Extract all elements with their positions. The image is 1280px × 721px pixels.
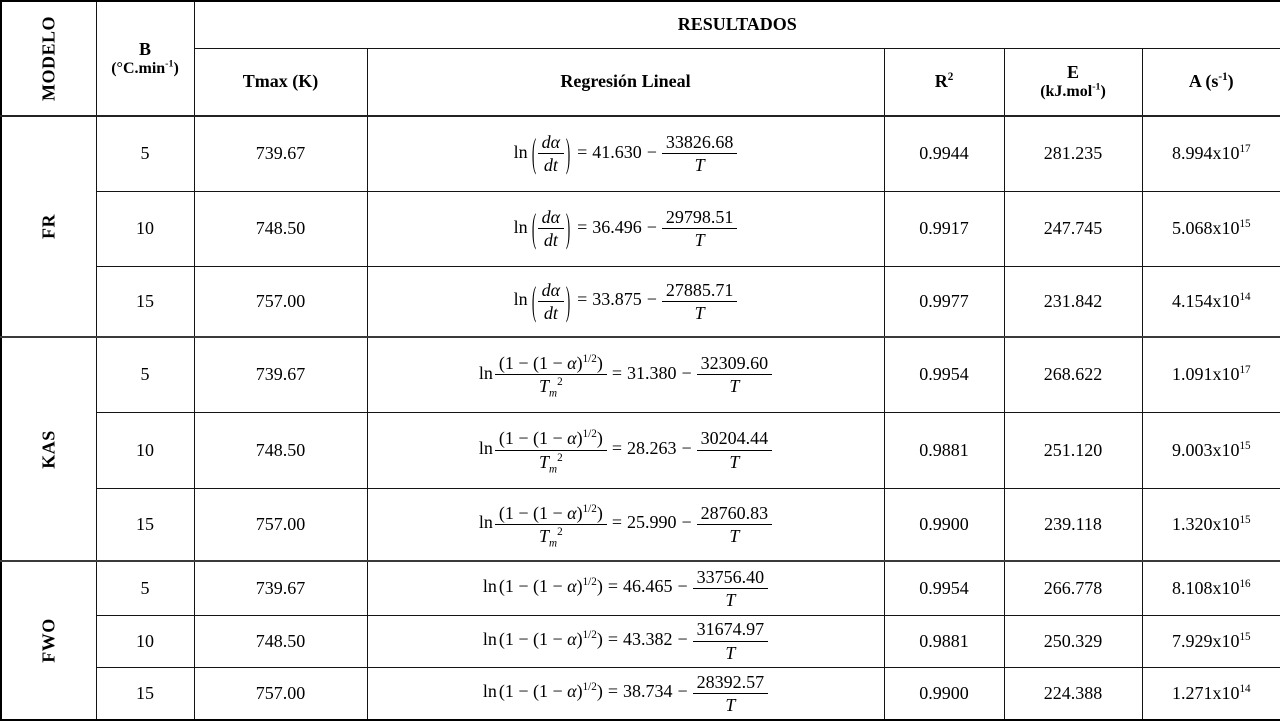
minus-sign: − (646, 141, 657, 162)
ln-operator: ln (478, 362, 493, 383)
e-cell: 268.622 (1004, 337, 1142, 412)
e-cell: 266.778 (1004, 561, 1142, 615)
a-cell: $4.154x10^{14}$ (1142, 266, 1280, 337)
regression-formula (513, 277, 738, 323)
tmax-cell: 739.67 (194, 337, 367, 412)
tmax-cell: 739.67 (194, 116, 367, 191)
minus-sign: − (681, 512, 692, 533)
dalpha-dt-fraction: $\frac{d\alpha}{dt}$ (538, 207, 564, 250)
table-row-fwo-5 (1, 561, 1280, 615)
e-cell: 231.842 (1004, 266, 1142, 337)
regression-formula (478, 353, 772, 400)
resultados-header-cell: RESULTADOS (194, 1, 1280, 48)
regression-cell (367, 561, 884, 615)
alpha-symbol: α (567, 428, 577, 449)
tmax-cell: 748.50 (194, 191, 367, 266)
ln-operator: ln (513, 141, 528, 162)
slope-fraction: $\frac{33826.68}{T}$ (662, 132, 738, 175)
right-paren: ) (565, 130, 571, 176)
tmax-cell: 757.00 (194, 266, 367, 337)
intercept-value: 41.630 (592, 141, 642, 162)
slope-fraction: $\frac{32309.60}{T}$ (697, 353, 773, 396)
intercept-value: 38.734 (623, 681, 673, 702)
a-header-cell: A $(s^{-1})$ (1142, 48, 1280, 116)
table-row-fr-15 (1, 266, 1280, 337)
slope-fraction: $\frac{28392.57}{T}$ (693, 672, 769, 715)
a-cell: $8.994x10^{17}$ (1142, 116, 1280, 191)
table-row-kas-10 (1, 412, 1280, 488)
equals-sign: = (607, 681, 619, 702)
regression-cell (367, 116, 884, 191)
intercept-value: 28.263 (627, 438, 677, 459)
r2-cell: 0.9977 (884, 266, 1004, 337)
equals-sign: = (577, 216, 588, 237)
ln-operator: ln (482, 629, 497, 650)
half-exponent: 1/2 (582, 629, 597, 642)
r2-cell: 0.9954 (884, 337, 1004, 412)
slope-fraction: $\frac{28760.83}{T}$ (697, 503, 773, 546)
ln-operator: ln (478, 438, 493, 459)
tmax-header-cell: Tmax (K) (194, 48, 367, 116)
tmax-cell: 757.00 (194, 667, 367, 720)
b-cell: 10 (96, 191, 194, 266)
model-cell-fr (1, 116, 96, 337)
a-cell: $1.271x10^{14}$ (1142, 667, 1280, 720)
equals-sign: = (607, 629, 619, 650)
a-cell: $8.108x10^{16}$ (1142, 561, 1280, 615)
model-label-kas: KAS (38, 429, 59, 469)
modelo-header-cell (1, 1, 96, 116)
alpha-symbol: α (567, 681, 577, 702)
regression-formula: $\ln (1 - (1 - \alpha)^{1/2}) = 43.382$ − $\frac{31674.97}{T}$ (483, 629, 768, 649)
ln-operator: ln (478, 512, 493, 533)
left-paren: ( (531, 204, 536, 250)
a-cell: $1.320x10^{15}$ (1142, 488, 1280, 561)
minus-sign: − (677, 576, 688, 597)
table-row-kas-5 (1, 337, 1280, 412)
e-cell: 250.329 (1004, 615, 1142, 667)
regression-formula (513, 204, 738, 250)
slope-fraction: $\frac{33756.40}{T}$ (693, 567, 769, 610)
minus-sign: − (646, 216, 657, 237)
table-row-fwo-10 (1, 615, 1280, 667)
e-cell: 224.388 (1004, 667, 1142, 720)
minus-sign: − (681, 438, 692, 459)
slope-fraction: $\frac{29798.51}{T}$ (662, 207, 738, 250)
equals-sign: = (611, 362, 623, 383)
slope-fraction: $\frac{27885.71}{T}$ (662, 280, 738, 323)
table-row-fr-10 (1, 191, 1280, 266)
regression-formula: $\ln (1 - (1 - \alpha)^{1/2}) = 38.734$ − $\frac{28392.57}{T}$ (483, 681, 768, 701)
regression-cell (367, 266, 884, 337)
r2-cell: 0.9900 (884, 488, 1004, 561)
header-row-1 (1, 1, 1280, 48)
tmax-cell: 748.50 (194, 412, 367, 488)
slope-fraction: $\frac{31674.97}{T}$ (693, 619, 769, 662)
b-cell: 15 (96, 667, 194, 720)
ln-operator: ln (513, 216, 528, 237)
regression-cell (367, 337, 884, 412)
dalpha-dt-fraction: $\frac{d\alpha}{dt}$ (538, 280, 564, 323)
modelo-header-label: MODELO (38, 16, 59, 102)
equals-sign: = (611, 512, 623, 533)
b-header-unit: $(^\circ C.\min^{-1})$ (111, 58, 179, 77)
minus-sign: − (681, 362, 692, 383)
b-cell: 15 (96, 266, 194, 337)
regression-formula: $\ln (1 - (1 - \alpha)^{1/2}) = 46.465$ − $\frac{33756.40}{T}$ (483, 576, 768, 596)
a-cell: $1.091x10^{17}$ (1142, 337, 1280, 412)
intercept-value: 46.465 (623, 576, 673, 597)
r2-cell: 0.9881 (884, 615, 1004, 667)
regression-cell (367, 615, 884, 667)
e-cell: 239.118 (1004, 488, 1142, 561)
tmax-cell: 739.67 (194, 561, 367, 615)
kas-lhs-fraction: $\frac{(1 - (1 - \alpha)^{1/2})}{T_m^2}$ (495, 503, 607, 546)
intercept-value: 36.496 (592, 216, 642, 237)
regression-cell (367, 412, 884, 488)
dalpha-dt-fraction: $\frac{d\alpha}{dt}$ (538, 132, 564, 175)
model-cell-fwo (1, 561, 96, 720)
regression-formula (478, 502, 772, 550)
minus-sign: − (646, 289, 657, 310)
b-cell: 10 (96, 615, 194, 667)
alpha-symbol: α (567, 353, 577, 374)
b-header-label: B (138, 39, 151, 59)
model-label-fr: FR (38, 214, 59, 239)
equals-sign: = (607, 576, 619, 597)
alpha-symbol: α (567, 629, 577, 650)
model-label-fwo: FWO (38, 618, 59, 663)
intercept-value: 31.380 (627, 362, 677, 383)
intercept-value: 33.875 (592, 289, 642, 310)
r2-header-cell: $R^2$ (884, 48, 1004, 116)
regresion-header-cell: Regresión Lineal (367, 48, 884, 116)
b-cell: 15 (96, 488, 194, 561)
left-paren: ( (531, 277, 536, 323)
regression-cell (367, 667, 884, 720)
r2-cell: 0.9900 (884, 667, 1004, 720)
tmax-cell: 748.50 (194, 615, 367, 667)
model-cell-kas (1, 337, 96, 561)
kas-lhs-fraction: $\frac{(1 - (1 - \alpha)^{1/2})}{T_m^2}$ (495, 353, 607, 396)
regression-formula (513, 130, 738, 176)
right-paren: ) (565, 277, 571, 323)
b-cell: 5 (96, 561, 194, 615)
minus-sign: − (677, 681, 688, 702)
b-cell: 5 (96, 337, 194, 412)
kas-lhs-fraction: $\frac{(1 - (1 - \alpha)^{1/2})}{T_m^2}$ (495, 428, 607, 471)
a-cell: $7.929x10^{15}$ (1142, 615, 1280, 667)
b-header-cell (96, 1, 194, 116)
intercept-value: 43.382 (623, 629, 673, 650)
equals-sign: = (577, 289, 588, 310)
e-header-unit: (kJ.mol$^{-1}$) (1040, 81, 1106, 101)
table-row-kas-15 (1, 488, 1280, 561)
half-exponent: 1/2 (582, 681, 597, 694)
half-exponent: 1/2 (582, 428, 597, 441)
half-exponent: 1/2 (582, 502, 597, 515)
table-row-fr-5 (1, 116, 1280, 191)
minus-sign: − (677, 629, 688, 650)
a-cell: $5.068x10^{15}$ (1142, 191, 1280, 266)
right-paren: ) (565, 204, 571, 250)
r2-cell: 0.9954 (884, 561, 1004, 615)
e-cell: 281.235 (1004, 116, 1142, 191)
ln-operator: ln (482, 576, 497, 597)
a-cell: $9.003x10^{15}$ (1142, 412, 1280, 488)
ln-operator: ln (482, 681, 497, 702)
tmax-cell: 757.00 (194, 488, 367, 561)
e-cell: 247.745 (1004, 191, 1142, 266)
r2-cell: 0.9917 (884, 191, 1004, 266)
e-cell: 251.120 (1004, 412, 1142, 488)
regression-cell (367, 191, 884, 266)
ln-operator: ln (513, 289, 528, 310)
slope-fraction: $\frac{30204.44}{T}$ (697, 428, 773, 471)
regression-cell (367, 488, 884, 561)
table-row-fwo-15 (1, 667, 1280, 720)
left-paren: ( (531, 130, 536, 176)
r2-cell: 0.9881 (884, 412, 1004, 488)
half-exponent: 1/2 (582, 353, 597, 366)
intercept-value: 25.990 (627, 512, 677, 533)
half-exponent: 1/2 (582, 576, 597, 589)
b-cell: 10 (96, 412, 194, 488)
equals-sign: = (611, 438, 623, 459)
alpha-symbol: α (567, 502, 577, 523)
r2-cell: 0.9944 (884, 116, 1004, 191)
regression-formula (478, 428, 772, 476)
equals-sign: = (577, 141, 588, 162)
b-cell: 5 (96, 116, 194, 191)
e-header-cell: E (kJ.mol$^{-1}$) (1004, 48, 1142, 116)
alpha-symbol: α (567, 576, 577, 597)
